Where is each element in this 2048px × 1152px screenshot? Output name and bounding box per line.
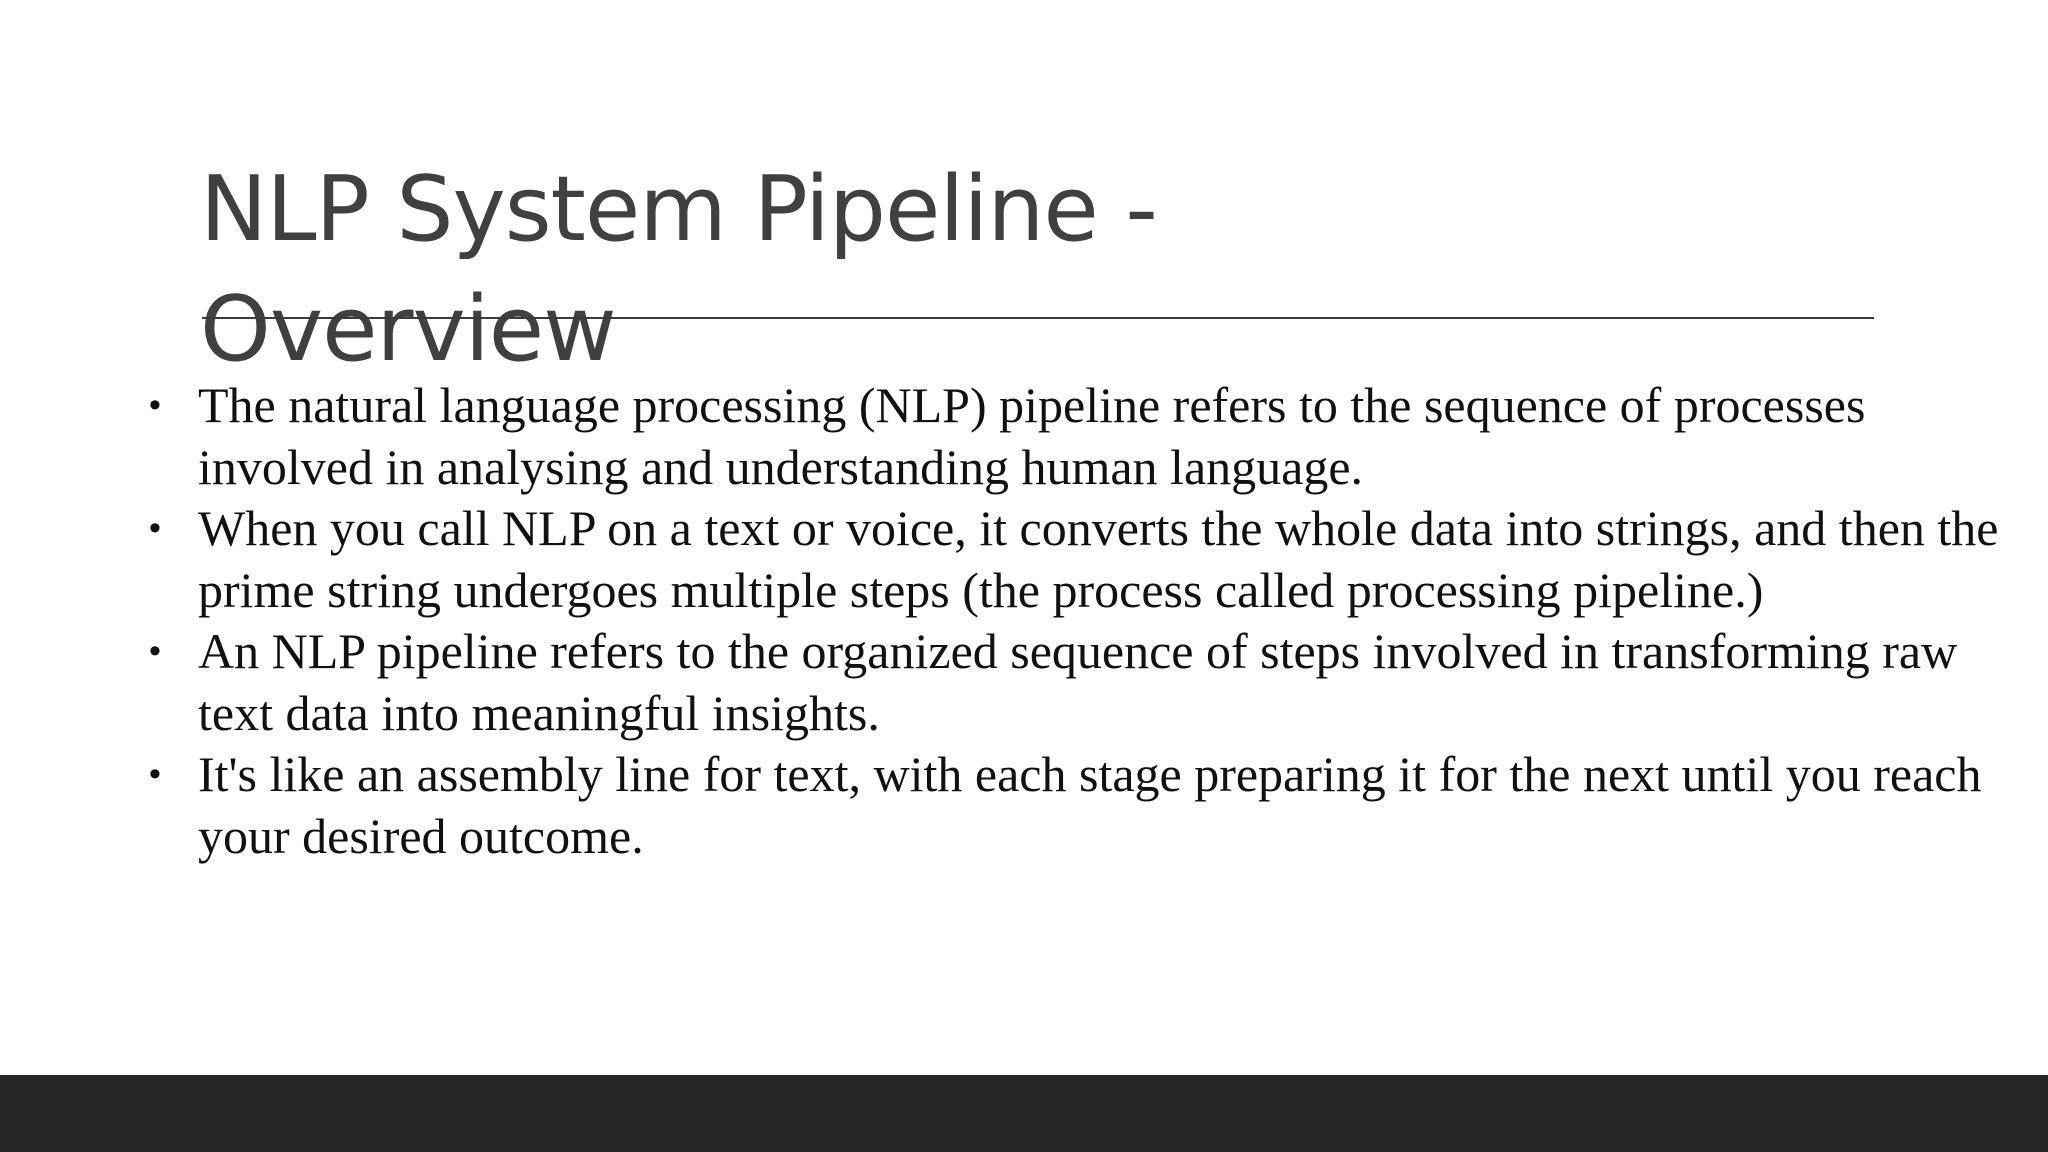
slide-title-line-2: Overview (200, 277, 616, 382)
bullet-item (145, 744, 2005, 867)
bullet-item (145, 375, 2005, 498)
bullet-item (145, 621, 2005, 744)
bullet-dot-icon: • (149, 632, 161, 670)
title-divider (202, 317, 1874, 319)
bullet-text: The natural language processing (NLP) pipeline refers to the sequence of processes involved in analysing and understanding human language. (198, 377, 1866, 495)
bullet-text: It's like an assembly line for text, with each stage preparing it for the next until you reach your desired outcome. (198, 746, 1982, 864)
bullet-text: An NLP pipeline refers to the organized sequence of steps involved in transforming raw text data into meaningful insights. (198, 623, 1958, 741)
bullet-list (145, 375, 2005, 867)
bullet-dot-icon: • (149, 386, 161, 424)
footer-bar (0, 1075, 2048, 1152)
bullet-item (145, 498, 2005, 621)
bullet-dot-icon: • (149, 509, 161, 547)
slide-title-line-1: NLP System Pipeline - (200, 157, 1157, 262)
bullet-text: When you call NLP on a text or voice, it converts the whole data into strings, and then the prime string undergoes multiple steps (the process called processing pipeline.) (198, 500, 1999, 618)
slide-title (200, 150, 1700, 390)
bullet-dot-icon: • (149, 755, 161, 793)
